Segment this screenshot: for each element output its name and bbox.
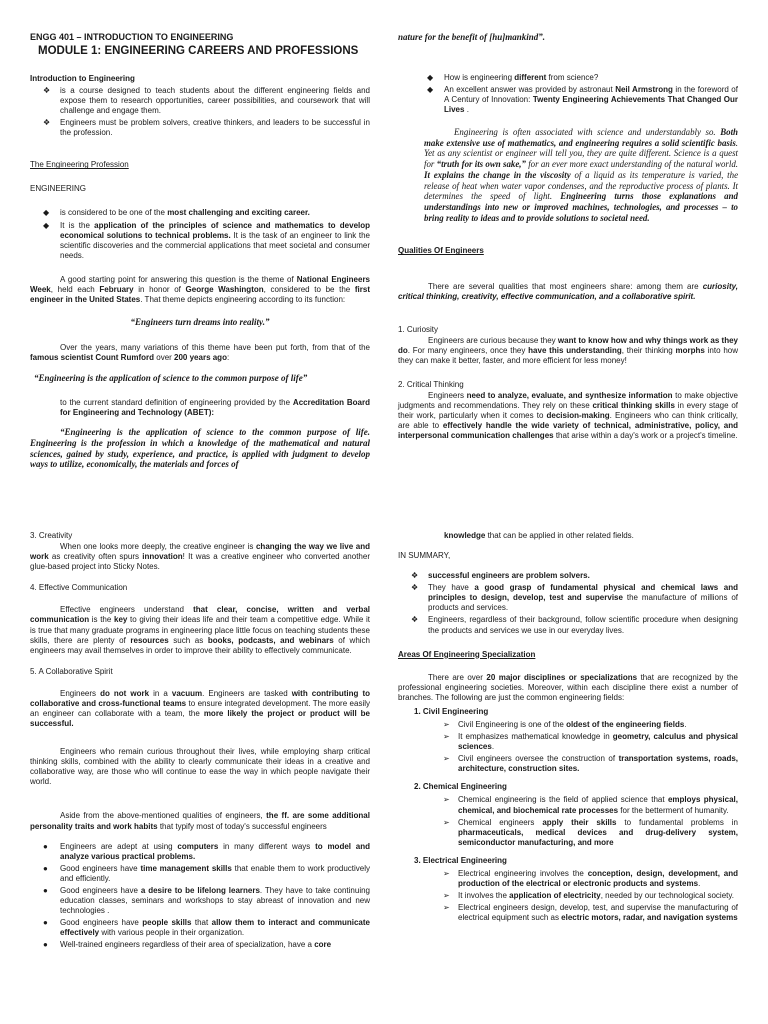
- creativity-paragraph: When one looks more deeply, the creative engineer is changing the way we live and work as creativity often spurs innovation! It was a creative engineer who converted another glue-based project into Sticky Notes.: [30, 542, 370, 572]
- chemical-engineering-title: 2. Chemical Engineering: [414, 782, 507, 792]
- summary-heading: IN SUMMARY,: [398, 551, 451, 561]
- diamond-bullet-icon: ◆: [43, 208, 50, 218]
- collaborative-title: 5. A Collaborative Spirit: [30, 666, 113, 676]
- bullet-dot-icon: ●: [43, 863, 48, 873]
- trait-item: ● Engineers are adept at using computers in many different ways to model and analyze various practical problems.: [43, 841, 371, 861]
- armstrong-quote: Engineering is often associated with science and understandably so. Both make extensive use of mathematics, and engineering requires a solid scientific basis. Yet as any scientist or engineer will tell you, they are quite different. Science is a quest for “truth for its own sake,” for an ever more exact understanding of the natural world. It explains the change in the viscosity of a liquid as its temperature is varied, the release of heat when water vapor condenses, and the reproductive process of plants. It determines the speed of light. Engineering turns those explanations and understandings into new or improved machines, technologies, and processes – to bring reality to ideas and to provide solutions to societal need.: [424, 127, 739, 223]
- science-item: ◆ How is engineering different from science?: [427, 72, 599, 82]
- arrowhead-icon: ➢: [443, 891, 450, 901]
- diamond-star-icon: ❖: [43, 118, 51, 128]
- curiosity-title: 1. Curiosity: [398, 324, 439, 334]
- profession-heading: The Engineering Profession: [30, 160, 129, 170]
- diamond-star-icon: ❖: [411, 583, 419, 593]
- chemical-item: ➢ Chemical engineers apply their skills to fundamental problems in pharmaceuticals, medical devices and drug-delivery system, semiconductor manufacturing, and more: [443, 817, 738, 847]
- diamond-bullet-icon: ◆: [427, 72, 434, 82]
- abet-quote-continued: nature for the benefit of [hu]mankind”.: [398, 32, 546, 42]
- rumford-paragraph: Over the years, many variations of this theme have been put forth, from that of the famous scientist Count Rumford over 200 years ago:: [30, 342, 370, 362]
- arrowhead-icon: ➢: [443, 720, 450, 730]
- civil-item: ➢ It emphasizes mathematical knowledge in geometry, calculus and physical sciences.: [443, 732, 739, 752]
- science-item: ◆ An excellent answer was provided by astronaut Neil Armstrong in the foreword of A Century of Innovation: Twenty Engineering Achievements That Changed Our Lives .: [427, 84, 738, 115]
- civil-engineering-title: 1. Civil Engineering: [414, 706, 489, 716]
- electrical-list: [398, 869, 738, 923]
- arrowhead-icon: ➢: [443, 868, 450, 878]
- profession-list: [30, 208, 370, 260]
- science-list: [398, 73, 738, 115]
- course-title: ENGG 401 – INTRODUCTION TO ENGINEERING: [30, 32, 234, 42]
- trait-item: ● Good engineers have time management skills that enable them to work productively and efficiently.: [43, 863, 370, 883]
- diamond-bullet-icon: ◆: [43, 220, 50, 230]
- arrowhead-icon: ➢: [443, 903, 450, 913]
- bullet-dot-icon: ●: [43, 841, 48, 851]
- trait-item: ● Good engineers have people skills that allow them to interact and communicate effectively with various people in their organization.: [43, 918, 370, 938]
- bullet-dot-icon: ●: [43, 940, 48, 950]
- traits-list: [30, 842, 370, 951]
- intro-list: [30, 86, 370, 138]
- arrowhead-icon: ➢: [443, 795, 450, 805]
- national-engineers-week-paragraph: A good starting point for answering this question is the theme of National Engineers Week, held each February in honor of George Washington, considered to be the first engineer in the United States. That theme depicts engineering according to its function:: [30, 274, 371, 304]
- profession-item: ◆ It is the application of the principles of science and mathematics to develop economical solutions to technical problems. It is the task of an engineer to link the scientific discoveries and the commercial applications that meet societal and consumer needs.: [43, 220, 371, 260]
- module-title: MODULE 1: ENGINEERING CAREERS AND PROFESSIONS: [38, 45, 359, 58]
- diamond-bullet-icon: ◆: [427, 84, 434, 94]
- rumford-quote: “Engineering is the application of science to the common purpose of life”: [34, 373, 308, 384]
- creativity-title: 3. Creativity: [30, 531, 73, 540]
- critical-thinking-paragraph: Engineers need to analyze, evaluate, and synthesize information to make objective judgments and recommendations. They rely on these critical thinking skills in every stage of their work, particularly when it comes to decision-making. Engineers who can think critically, are able to effectively handle the wide variety of technical, administrative, policy, and interpersonal communication challenges that arise within a day's work or a project's timeline.: [398, 390, 739, 441]
- intro-item: ❖ Engineers must be problem solvers, creative thinkers, and leaders to be successful in the profession.: [43, 118, 370, 138]
- qualities-intro: There are several qualities that most engineers share: among them are curiosity, critical thinking, creativity, effective communication, and a collaborative spirit.: [398, 282, 738, 302]
- critical-thinking-title: 2. Critical Thinking: [398, 379, 464, 389]
- communication-title: 4. Effective Communication: [30, 583, 128, 593]
- civil-item: ➢ Civil Engineering is one of the oldest of the engineering fields.: [443, 720, 687, 730]
- summary-item: ❖ They have a good grasp of fundamental physical and chemical laws and principles to design, develop, test and supervise the manufacture of millions of products and services.: [411, 583, 739, 613]
- arrowhead-icon: ➢: [443, 817, 450, 827]
- arrowhead-icon: ➢: [443, 754, 450, 764]
- page2-left-column: [30, 531, 370, 960]
- bullet-dot-icon: ●: [43, 885, 48, 895]
- electrical-item: ➢ Electrical engineering involves the conception, design, development, and production of the electrical or electronic products and systems.: [443, 868, 738, 889]
- collaborative-paragraph: Engineers do not work in a vacuum. Engineers are tasked with contributing to collaborative and cross-functional teams to ensure integrated development. The more easily an engineer can collaborate with a team, the more likely the project or product will be successful.: [30, 688, 371, 729]
- electrical-item: ➢ Electrical engineers design, develop, test, and supervise the manufacturing of electrical equipment such as electric motors, radar, and navigation systems: [443, 903, 738, 923]
- areas-heading: Areas Of Engineering Specialization: [398, 649, 536, 659]
- abet-quote: “Engineering is the application of science to the common purpose of life. Engineering is the profession in which a knowledge of the mathematical and natural sciences, gained by study, experience, and practice, is applied with judgment to develop ways to utilize, economically, the materials and forces of: [30, 426, 370, 470]
- summary-list: [398, 571, 738, 635]
- civil-list: [398, 720, 738, 774]
- engineering-subheading: ENGINEERING: [30, 184, 87, 194]
- intro-item: ❖ is a course designed to teach students about the different engineering fields and expose them to research opportunities, career possibilities, and coursework that will challenge and engage them.: [43, 85, 370, 116]
- abet-paragraph: to the current standard definition of engineering provided by the Accreditation Board for Engineering and Technology (ABET):: [60, 397, 370, 417]
- chemical-list: [398, 795, 738, 847]
- summary-item: ❖ successful engineers are problem solvers.: [411, 571, 590, 581]
- page1-right-column: [398, 32, 738, 453]
- diamond-star-icon: ❖: [43, 85, 51, 95]
- additional-traits-paragraph: Aside from the above-mentioned qualities of engineers, the ff. are some additional personality traits and work habits that typify most of today's successful engineers: [30, 811, 370, 831]
- electrical-item: ➢ It involves the application of electricity, needed by our technological society.: [443, 891, 734, 901]
- qualities-heading: Qualities Of Engineers: [398, 246, 484, 256]
- page2-right-column: [398, 531, 738, 931]
- arrowhead-icon: ➢: [443, 732, 450, 742]
- curiosity-paragraph: Engineers are curious because they want to know how and why things work as they do. For many engineers, once they have this understanding, their thinking morphs into how they can make it better, faster, and more efficient for less money!: [398, 335, 739, 365]
- diamond-star-icon: ❖: [411, 571, 419, 581]
- communication-paragraph: Effective engineers understand that clear, concise, written and verbal communication is the key to giving their ideas life and their team a competitive edge. While it is true that many graduate programs in engineering place little focus on teaching students these skills, there are plenty of resources such as books, podcasts, and webinars of which engineers may avail themselves in order to improve their ability to effectively communicate.: [30, 605, 371, 655]
- trait-item: ● Well-trained engineers regardless of their area of specialization, have a core: [43, 940, 332, 950]
- electrical-engineering-title: 3. Electrical Engineering: [414, 855, 507, 865]
- chemical-item: ➢ Chemical engineering is the field of applied science that employs physical, chemical, and biochemical rate processes for the betterment of humanity.: [443, 795, 738, 815]
- summary-item: ❖ Engineers, regardless of their background, follow scientific procedure when designing the products and services we use in our everyday lives.: [411, 615, 738, 635]
- intro-heading: Introduction to Engineering: [30, 73, 135, 83]
- dreams-quote: “Engineers turn dreams into reality.”: [130, 317, 270, 328]
- trait-item: ● Good engineers have a desire to be lifelong learners. They have to take continuing education classes, seminars and workshops to stay abreast of innovation and new technologies .: [43, 885, 371, 916]
- trait-continuation: knowledge that can be applied in other related fields.: [444, 531, 634, 540]
- civil-item: ➢ Civil engineers oversee the construction of transportation systems, roads, architecture, construction sites.: [443, 754, 739, 774]
- bullet-dot-icon: ●: [43, 918, 48, 928]
- areas-intro: There are over 20 major disciplines or specializations that are recognized by the professional engineering societies. Moreover, within each discipline there exist a number of branches. The following are just the common engineering fields:: [398, 672, 738, 702]
- page1-left-column: [30, 32, 370, 478]
- profession-item: ◆ is considered to be one of the most challenging and exciting career.: [43, 208, 310, 218]
- curious-engineers-paragraph: Engineers who remain curious throughout their lives, while employing sharp critical thinking skills, combined with the ability to clearly communicate their ideas in a creative and collaborative way, are those who will continue to ease the way in which people navigate their world.: [30, 747, 370, 787]
- diamond-star-icon: ❖: [411, 615, 419, 625]
